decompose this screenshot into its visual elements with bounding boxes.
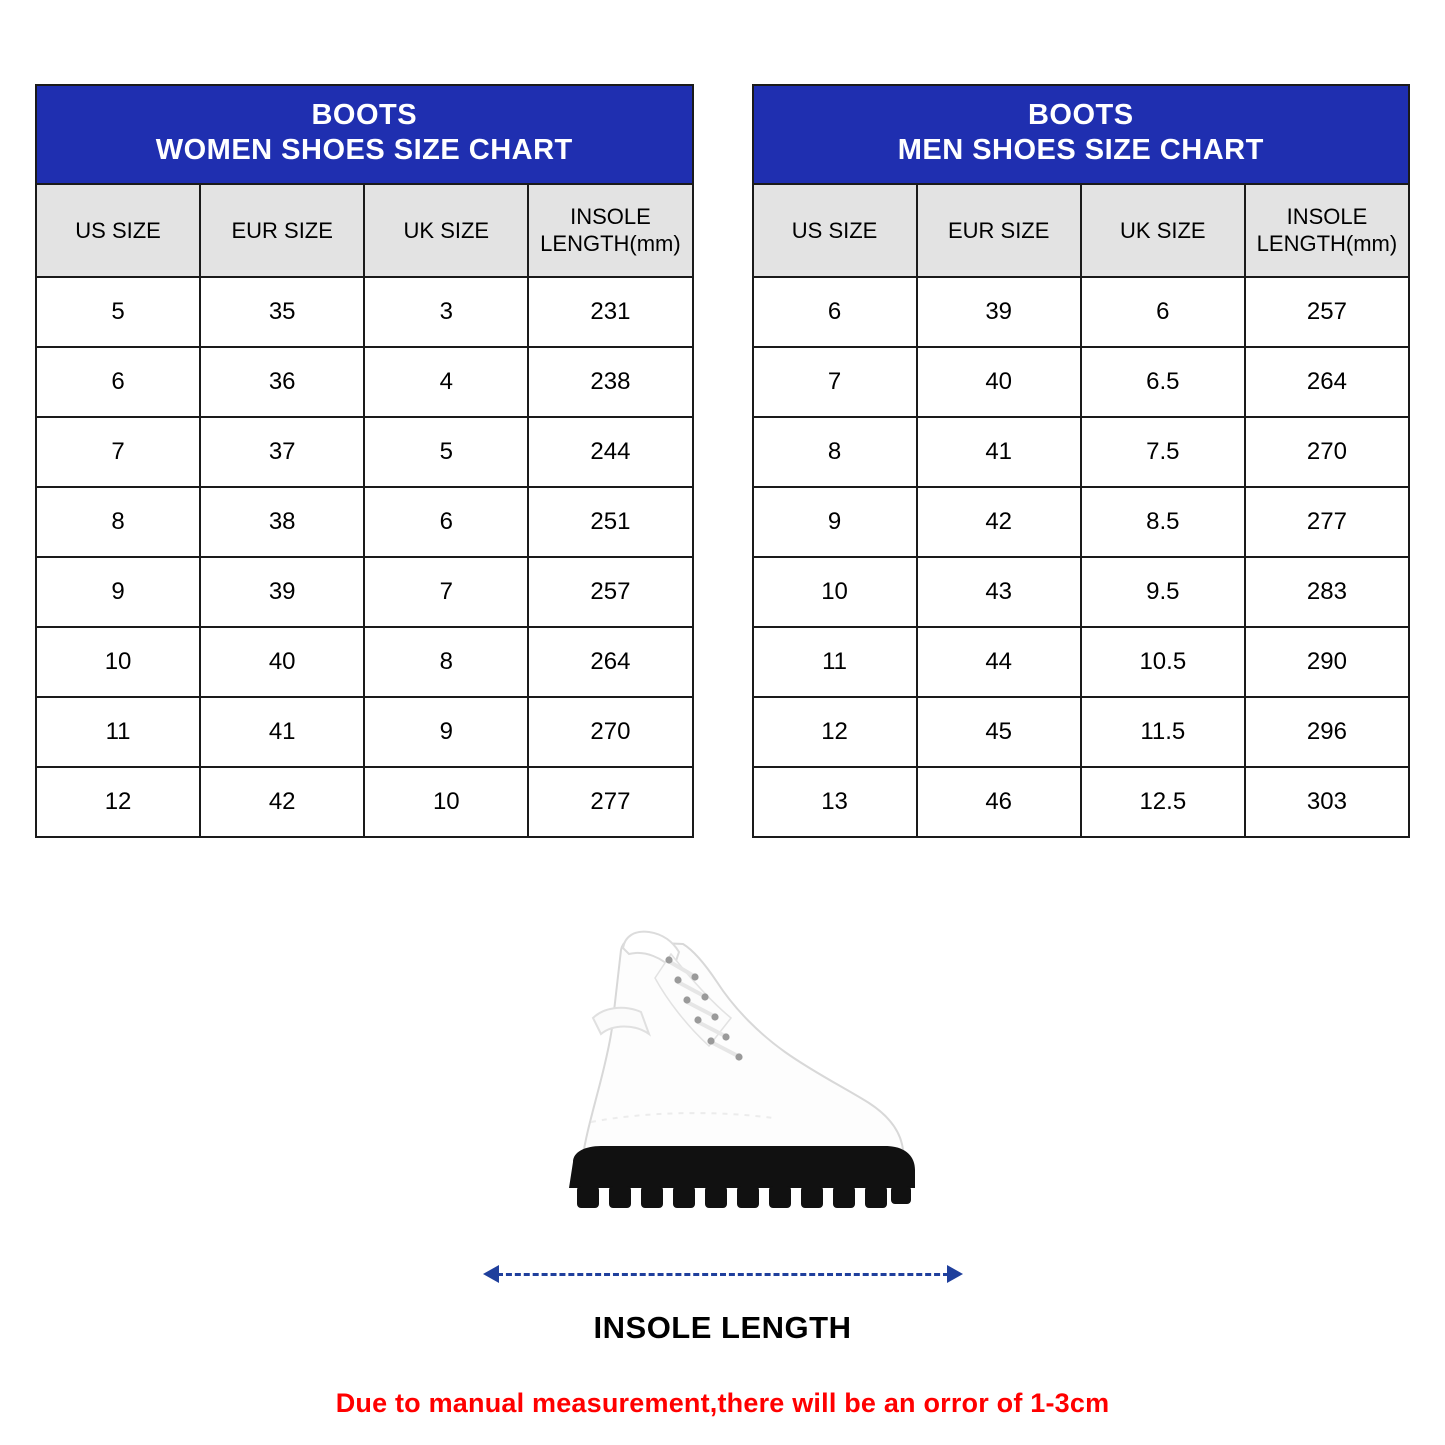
women-table-body	[36, 277, 693, 837]
cell: 11	[36, 697, 200, 767]
women-header-row	[36, 184, 693, 277]
cell: 41	[917, 417, 1081, 487]
men-col-uk-size	[1081, 184, 1245, 277]
women-size-chart-table	[35, 84, 694, 838]
cell: 41	[200, 697, 364, 767]
arrow-right-head-icon	[947, 1265, 963, 1283]
cell: 7	[364, 557, 528, 627]
table-row	[753, 697, 1410, 767]
women-col-us-size	[36, 184, 200, 277]
cell: 38	[200, 487, 364, 557]
cell: 40	[917, 347, 1081, 417]
cell: 12	[36, 767, 200, 837]
cell: 8	[364, 627, 528, 697]
cell: 251	[528, 487, 692, 557]
men-title-line2: MEN SHOES SIZE CHART	[897, 134, 1264, 167]
cell: 6	[753, 277, 917, 347]
men-col-insole-length	[1245, 184, 1409, 277]
table-row	[36, 417, 693, 487]
cell: 36	[200, 347, 364, 417]
table-row	[36, 347, 693, 417]
cell: 10.5	[1081, 627, 1245, 697]
cell: 244	[528, 417, 692, 487]
men-col-eur-size	[917, 184, 1081, 277]
cell: 12.5	[1081, 767, 1245, 837]
cell: 277	[1245, 487, 1409, 557]
table-row	[36, 557, 693, 627]
table-row	[753, 277, 1410, 347]
cell: 39	[200, 557, 364, 627]
cell: 6	[1081, 277, 1245, 347]
table-row	[36, 487, 693, 557]
cell: 44	[917, 627, 1081, 697]
cell: 39	[917, 277, 1081, 347]
men-table-head	[753, 85, 1410, 277]
cell: 13	[753, 767, 917, 837]
cell: 8	[753, 417, 917, 487]
women-title-line1: BOOTS	[311, 99, 418, 131]
women-title-row	[36, 85, 693, 184]
cell: 3	[364, 277, 528, 347]
cell: 264	[528, 627, 692, 697]
table-row	[753, 627, 1410, 697]
cell: 46	[917, 767, 1081, 837]
men-table-body	[753, 277, 1410, 837]
men-header-row	[753, 184, 1410, 277]
cell: 11	[753, 627, 917, 697]
measurement-note: Due to manual measurement,there will be an orror of 1-3cm	[335, 1387, 1110, 1418]
women-col-insole-line2: LENGTH(mm)	[540, 231, 681, 257]
cell: 8	[36, 487, 200, 557]
cell: 10	[36, 627, 200, 697]
table-row	[753, 487, 1410, 557]
cell: 5	[364, 417, 528, 487]
cell: 9.5	[1081, 557, 1245, 627]
table-row	[753, 767, 1410, 837]
cell: 257	[1245, 277, 1409, 347]
cell: 43	[917, 557, 1081, 627]
men-col-us-size	[753, 184, 917, 277]
cell: 7	[753, 347, 917, 417]
insole-measure-arrow	[483, 1262, 963, 1288]
cell: 9	[364, 697, 528, 767]
men-col-insole-line2: LENGTH(mm)	[1256, 231, 1398, 257]
arrow-dashed-line	[497, 1273, 949, 1276]
men-title-row	[753, 85, 1410, 184]
cell: 7	[36, 417, 200, 487]
cell: 4	[364, 347, 528, 417]
women-col-eur-size-label: EUR SIZE	[231, 217, 333, 243]
cell: 238	[528, 347, 692, 417]
cell: 5	[36, 277, 200, 347]
table-row	[36, 767, 693, 837]
cell: 9	[753, 487, 917, 557]
cell: 42	[200, 767, 364, 837]
cell: 8.5	[1081, 487, 1245, 557]
cell: 231	[528, 277, 692, 347]
women-col-us-size-label: US SIZE	[75, 217, 161, 243]
cell: 264	[1245, 347, 1409, 417]
cell: 283	[1245, 557, 1409, 627]
women-col-eur-size	[200, 184, 364, 277]
men-col-us-size-label: US SIZE	[791, 217, 878, 243]
cell: 10	[753, 557, 917, 627]
cell: 290	[1245, 627, 1409, 697]
cell: 6	[36, 347, 200, 417]
women-col-insole-length	[528, 184, 692, 277]
women-col-uk-size	[364, 184, 528, 277]
men-size-chart-table	[752, 84, 1411, 838]
cell: 11.5	[1081, 697, 1245, 767]
cell: 270	[528, 697, 692, 767]
cell: 277	[528, 767, 692, 837]
insole-length-label: INSOLE LENGTH	[593, 1309, 852, 1345]
women-col-insole-line1: INSOLE	[570, 203, 651, 229]
cell: 42	[917, 487, 1081, 557]
table-row	[36, 627, 693, 697]
cell: 10	[364, 767, 528, 837]
women-title-line2: WOMEN SHOES SIZE CHART	[155, 134, 573, 167]
men-col-eur-size-label: EUR SIZE	[947, 217, 1050, 243]
table-row	[753, 417, 1410, 487]
cell: 296	[1245, 697, 1409, 767]
cell: 7.5	[1081, 417, 1245, 487]
cell: 270	[1245, 417, 1409, 487]
women-chart-title	[36, 85, 693, 184]
boot-illustration-area	[0, 900, 1445, 1345]
cell: 6.5	[1081, 347, 1245, 417]
cell: 303	[1245, 767, 1409, 837]
men-title-line1: BOOTS	[1027, 99, 1134, 131]
table-row	[753, 557, 1410, 627]
women-col-uk-size-label: UK SIZE	[403, 217, 490, 243]
women-table-head	[36, 85, 693, 277]
table-row	[36, 277, 693, 347]
cell: 257	[528, 557, 692, 627]
boot-icon	[473, 900, 973, 1250]
cell: 40	[200, 627, 364, 697]
table-row	[753, 347, 1410, 417]
cell: 45	[917, 697, 1081, 767]
cell: 35	[200, 277, 364, 347]
cell: 9	[36, 557, 200, 627]
cell: 37	[200, 417, 364, 487]
men-col-uk-size-label: UK SIZE	[1120, 217, 1206, 243]
table-row	[36, 697, 693, 767]
cell: 12	[753, 697, 917, 767]
cell: 6	[364, 487, 528, 557]
men-col-insole-line1: INSOLE	[1286, 203, 1368, 229]
boot-image	[473, 900, 973, 1250]
men-chart-title	[753, 85, 1410, 184]
